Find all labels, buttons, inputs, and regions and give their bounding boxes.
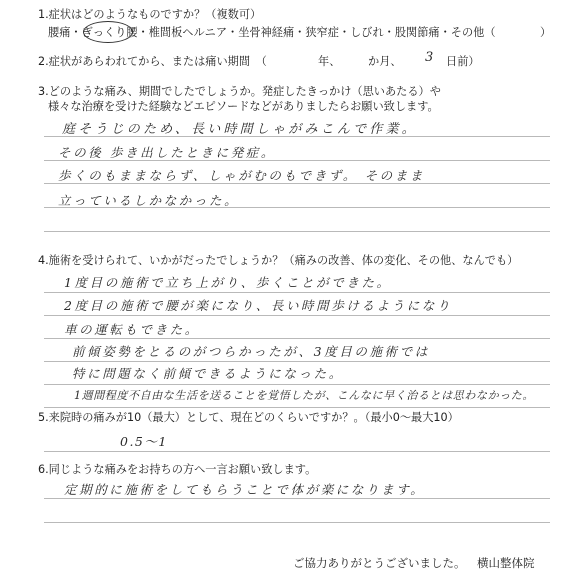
q4-answer-line-1: 1度目の施術で立ち上がり、歩くことができた。 bbox=[64, 275, 392, 290]
q6-answer: 定期的に施術をしてもらうことで体が楽になります。 bbox=[64, 482, 426, 497]
question-3-title: 3.どのような痛み、期間でしたでしょうか。発症したきっかけ（思いあたる）や bbox=[38, 85, 441, 98]
q5-answer: 0.5〜1 bbox=[120, 434, 168, 449]
q3-answer-line-1: 庭そうじのため、長い時間しゃがみこんで作業。 bbox=[62, 122, 418, 137]
answer-line bbox=[44, 338, 550, 339]
question-5-title: 5.来院時の痛みが10（最大）として、現在どのくらいですか？。（最小0〜最大10） bbox=[38, 411, 459, 424]
question-2-title: 2.症状があらわれてから、または痛い期間 （ bbox=[38, 55, 267, 68]
answer-line bbox=[44, 231, 550, 232]
q4-answer-line-6: 1週間程度不自由な生活を送ることを覚悟したが、こんなに早く治るとは思わなかった。 bbox=[74, 389, 534, 402]
q4-answer-line-3: 車の運転もできた。 bbox=[64, 322, 200, 337]
footer-clinic-name: 横山整体院 bbox=[477, 556, 535, 570]
question-1-close-paren: ） bbox=[540, 26, 552, 39]
q3-answer-line-4: 立っているしかなかった。 bbox=[58, 193, 240, 208]
q3-answer-line-2: その後 歩き出したときに発症。 bbox=[58, 145, 276, 160]
question-1-title: 1.症状はどのようなものですか？（複数可） bbox=[38, 8, 262, 21]
q4-answer-line-4: 前傾姿勢をとるのがつらかったが、3度目の施術では bbox=[72, 344, 430, 359]
answer-line bbox=[44, 498, 550, 499]
q4-answer-line-2: 2度目の施術で腰が楽になり、長い時間歩けるようになり bbox=[64, 298, 453, 313]
question-2-year-label: 年、 bbox=[318, 55, 341, 68]
answer-line bbox=[44, 384, 550, 385]
answer-line bbox=[44, 451, 550, 452]
answer-line bbox=[44, 361, 550, 362]
question-3-subtitle: 様々な治療を受けた経験などエピソードなどがありましたらお願い致します。 bbox=[48, 100, 439, 113]
question-6-title: 6.同じような痛みをお持ちの方へ一言お願い致します。 bbox=[38, 463, 317, 476]
question-4-title: 4.施術を受けられて、いかがだったでしょうか？（痛みの改善、体の変化、その他、なんでも） bbox=[38, 254, 519, 267]
footer-thanks: ご協力ありがとうございました。 bbox=[293, 556, 466, 570]
question-2-days-value: 3 bbox=[425, 50, 434, 65]
question-1-options: 腰痛・ぎっくり腰・椎間板ヘルニア・坐骨神経痛・狭窄症・しびれ・股関節痛・その他（ bbox=[48, 26, 496, 39]
question-2-days-label: 日前） bbox=[446, 55, 480, 68]
answer-line bbox=[44, 315, 550, 316]
answer-line bbox=[44, 407, 550, 408]
selected-option-circle bbox=[83, 21, 133, 43]
q4-answer-line-5: 特に問題なく前傾できるようになった。 bbox=[72, 366, 344, 381]
answer-line bbox=[44, 522, 550, 523]
q3-answer-line-3: 歩くのもままならず、しゃがむのもできず。 そのまま bbox=[58, 168, 425, 183]
answer-line bbox=[44, 292, 550, 293]
question-2-month-label: か月、 bbox=[368, 55, 402, 68]
